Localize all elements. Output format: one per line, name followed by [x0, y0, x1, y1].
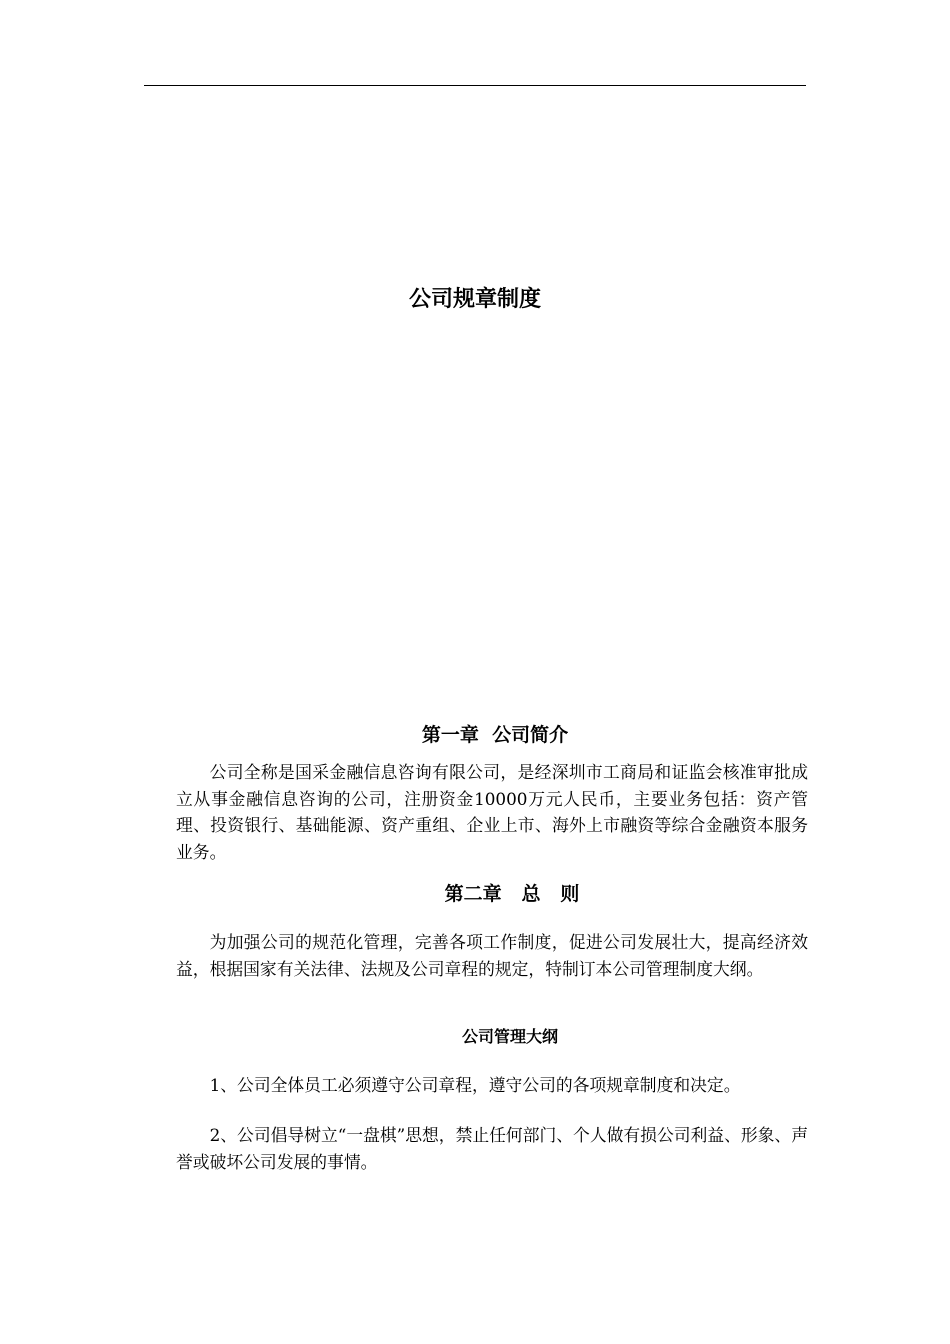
outline-item: 1、公司全体员工必须遵守公司章程，遵守公司的各项规章制度和决定。 [209, 1075, 741, 1095]
chapter-1-heading: 第一章 公司简介 [421, 724, 569, 746]
chapter-2-heading: 第二章 总 则 [444, 883, 580, 905]
document-title: 公司规章制度 [408, 287, 541, 312]
outline-item: 2、公司倡导树立“一盘棋”思想，禁止任何部门、个人做有损公司利益、形象、声誉或破坏公司发展的事情。 [176, 1125, 808, 1172]
outline-title: 公司管理大纲 [461, 1027, 558, 1046]
chapter-2-paragraph: 为加强公司的规范化管理，完善各项工作制度，促进公司发展壮大，提高经济效益，根据国家有关法律、法规及公司章程的规定，特制订本公司管理制度大纲。 [176, 932, 808, 979]
chapter-1-paragraph: 公司全称是国采金融信息咨询有限公司，是经深圳市工商局和证监会核准审批成立从事金融信息咨询的公司，注册资金10000万元人民币，主要业务包括：资产管理、投资银行、基础能源、资产重组、企业上市、海外上市融资等综合金融资本服务业务。 [176, 762, 808, 862]
header-rule [144, 85, 806, 86]
